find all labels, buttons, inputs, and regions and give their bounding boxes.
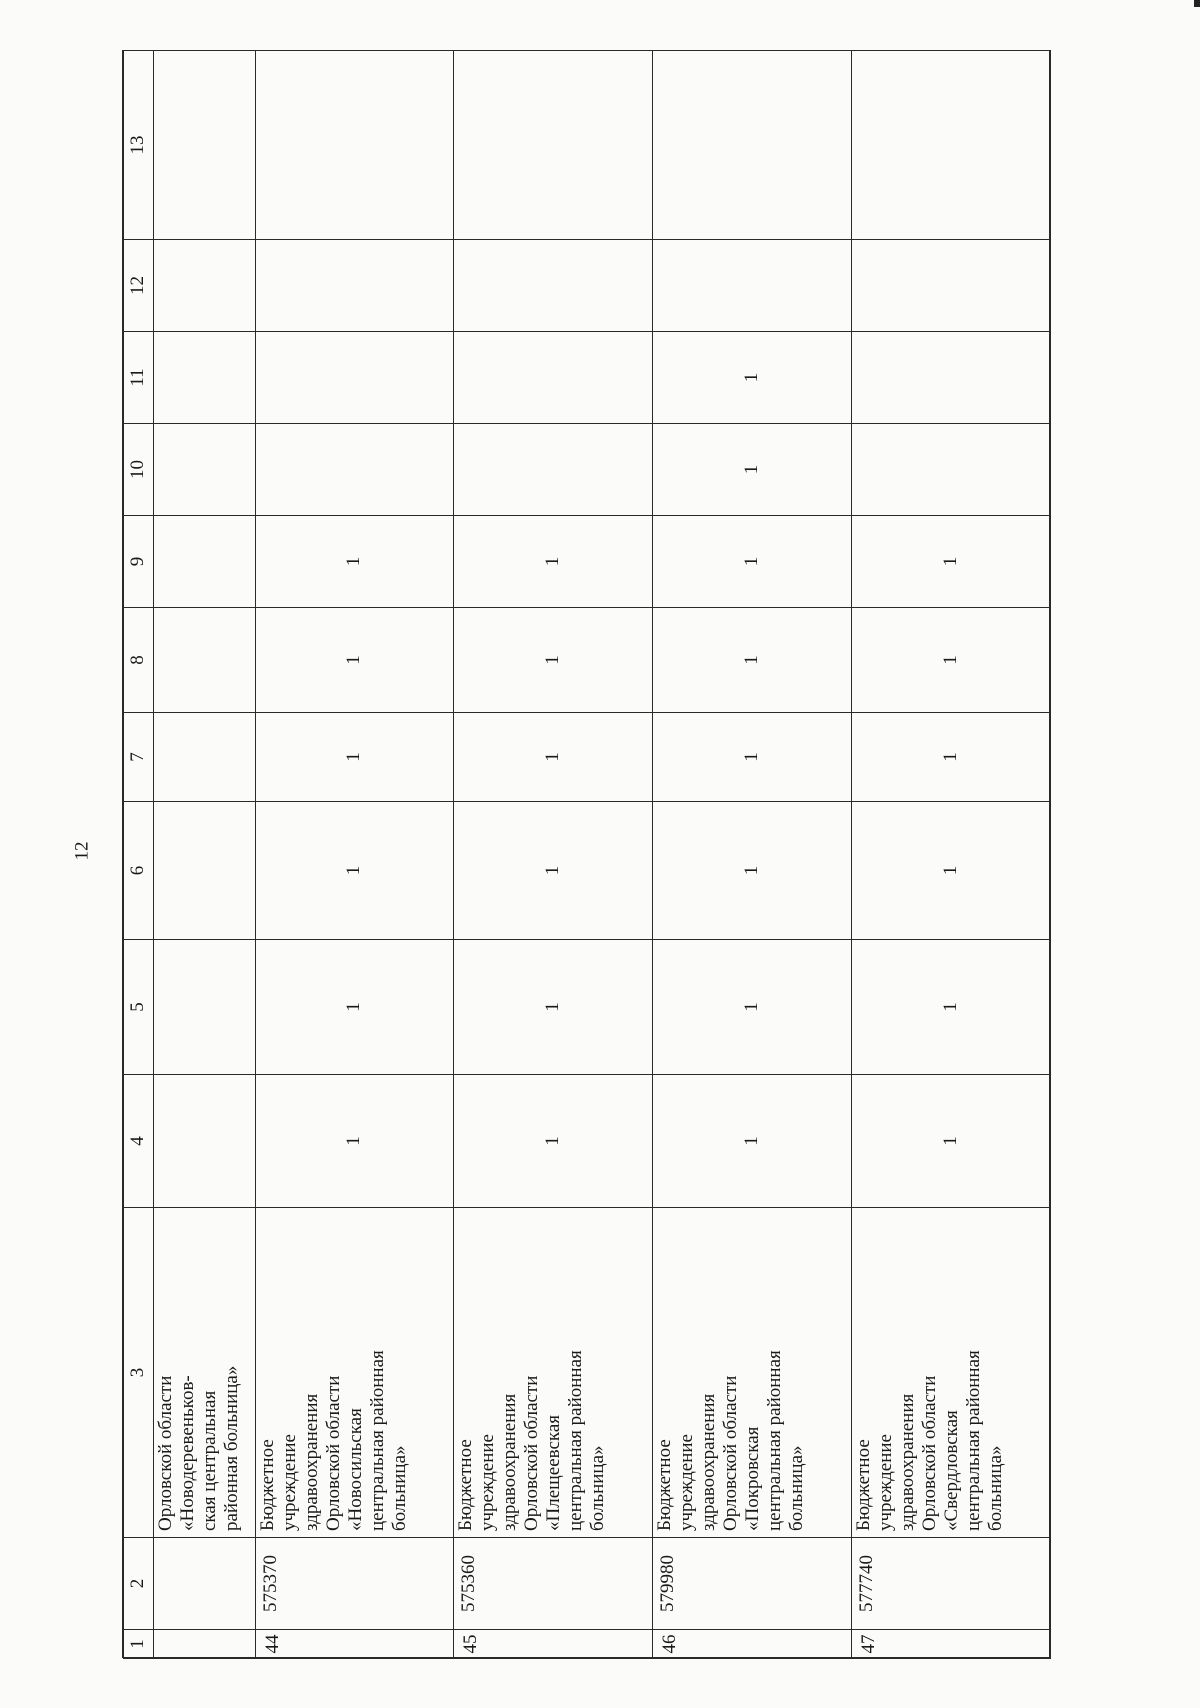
column-number-header: 8: [124, 608, 154, 713]
data-table: [123, 50, 1051, 1659]
scan-mark: [1194, 0, 1200, 7]
header-row: [124, 51, 154, 1659]
value-cell: [255, 332, 454, 424]
value-cell: 1: [852, 802, 1051, 940]
institution-name-text: Бюджетное учреждение здравоохранения Орловской области «Свердловская центральная районная больница»: [853, 1350, 1007, 1531]
value-cell: 1: [653, 1075, 852, 1208]
value-cell: [454, 240, 653, 332]
value-cell: [153, 608, 255, 713]
institution-name-text: Орловской области «Новодеревеньков- ская центральная районная больница»: [154, 1365, 242, 1531]
value-cell: [153, 713, 255, 802]
row-number-cell: 45: [454, 1630, 653, 1659]
table-row: [153, 51, 255, 1659]
value-cell: [454, 424, 653, 516]
value-cell: [454, 332, 653, 424]
value-cell: [153, 51, 255, 240]
institution-name-cell: [454, 1208, 653, 1538]
row-number-cell: 44: [255, 1630, 454, 1659]
page-number: 12: [71, 841, 93, 861]
column-number-header: 9: [124, 516, 154, 608]
row-number-cell: 47: [852, 1630, 1051, 1659]
column-number-header: 3: [124, 1208, 154, 1538]
value-cell: 1: [653, 424, 852, 516]
institution-name-text: Бюджетное учреждение здравоохранения Орловской области «Новосильская центральная районная больница»: [256, 1350, 410, 1531]
value-cell: [153, 802, 255, 940]
value-cell: [153, 940, 255, 1075]
value-cell: 1: [255, 940, 454, 1075]
value-cell: 1: [852, 516, 1051, 608]
value-cell: [153, 240, 255, 332]
value-cell: 1: [454, 516, 653, 608]
value-cell: 1: [653, 332, 852, 424]
column-number-header: 7: [124, 713, 154, 802]
institution-code-cell: [153, 1538, 255, 1630]
value-cell: 1: [653, 516, 852, 608]
institution-name-text: Бюджетное учреждение здравоохранения Орловской области «Плещеевская центральная районная больница»: [455, 1350, 609, 1531]
column-number-header: 12: [124, 240, 154, 332]
institution-code-cell: 577740: [852, 1538, 1051, 1630]
column-number-header: 6: [124, 802, 154, 940]
value-cell: 1: [255, 1075, 454, 1208]
value-cell: [153, 332, 255, 424]
table-row: [852, 51, 1051, 1659]
value-cell: [255, 51, 454, 240]
value-cell: [852, 424, 1051, 516]
value-cell: [852, 240, 1051, 332]
value-cell: 1: [454, 940, 653, 1075]
value-cell: 1: [255, 802, 454, 940]
column-number-header: 4: [124, 1075, 154, 1208]
value-cell: [255, 424, 454, 516]
value-cell: 1: [653, 940, 852, 1075]
value-cell: 1: [454, 608, 653, 713]
column-number-header: 1: [124, 1630, 154, 1659]
value-cell: [653, 51, 852, 240]
value-cell: [852, 332, 1051, 424]
value-cell: 1: [255, 713, 454, 802]
table-row: [454, 51, 653, 1659]
value-cell: [153, 1075, 255, 1208]
value-cell: [153, 424, 255, 516]
institution-name-text: Бюджетное учреждение здравоохранения Орловской области «Покровская центральная районная больница»: [654, 1350, 808, 1531]
value-cell: [653, 240, 852, 332]
value-cell: 1: [852, 940, 1051, 1075]
row-number-cell: [153, 1630, 255, 1659]
value-cell: 1: [454, 713, 653, 802]
value-cell: [852, 51, 1051, 240]
value-cell: 1: [852, 608, 1051, 713]
column-number-header: 10: [124, 424, 154, 516]
value-cell: 1: [852, 713, 1051, 802]
value-cell: 1: [653, 713, 852, 802]
table-row: [653, 51, 852, 1659]
value-cell: 1: [255, 516, 454, 608]
column-number-header: 2: [124, 1538, 154, 1630]
table-body: [124, 51, 1051, 1659]
value-cell: 1: [852, 1075, 1051, 1208]
value-cell: 1: [255, 608, 454, 713]
value-cell: [153, 516, 255, 608]
value-cell: 1: [454, 1075, 653, 1208]
value-cell: 1: [454, 802, 653, 940]
institution-name-cell: [153, 1208, 255, 1538]
value-cell: 1: [653, 608, 852, 713]
institution-name-cell: [255, 1208, 454, 1538]
institution-name-cell: [653, 1208, 852, 1538]
data-table-frame: [122, 50, 1050, 1658]
institution-name-cell: [852, 1208, 1051, 1538]
column-number-header: 5: [124, 940, 154, 1075]
row-number-cell: 46: [653, 1630, 852, 1659]
value-cell: [255, 240, 454, 332]
institution-code-cell: 579980: [653, 1538, 852, 1630]
column-number-header: 11: [124, 332, 154, 424]
column-number-header: 13: [124, 51, 154, 240]
value-cell: 1: [653, 802, 852, 940]
institution-code-cell: 575370: [255, 1538, 454, 1630]
table-row: [255, 51, 454, 1659]
value-cell: [454, 51, 653, 240]
institution-code-cell: 575360: [454, 1538, 653, 1630]
